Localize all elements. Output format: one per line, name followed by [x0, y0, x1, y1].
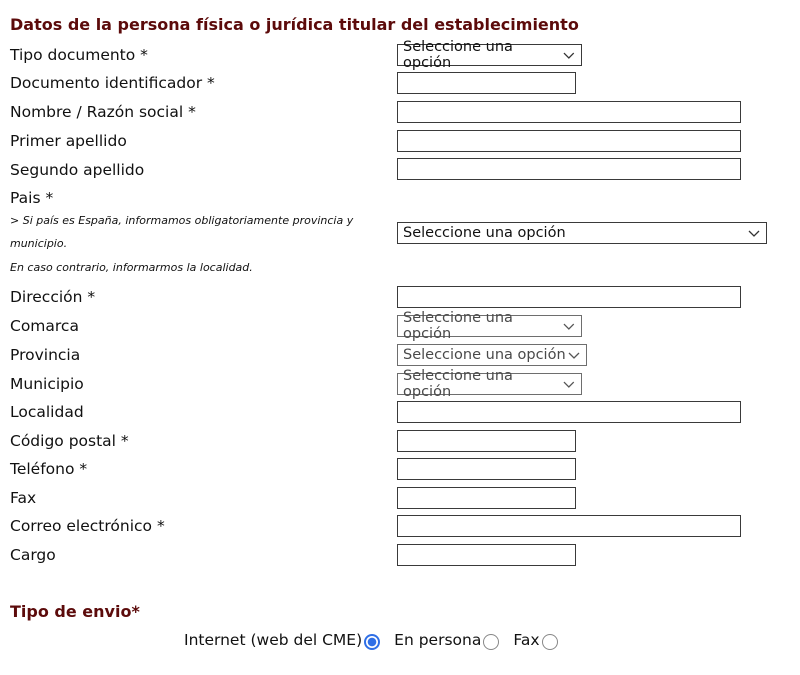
- chevron-down-icon: [567, 350, 581, 360]
- radio-internet[interactable]: [364, 634, 380, 650]
- label-localidad: Localidad: [10, 403, 84, 421]
- radio-label-en-persona: En persona: [394, 631, 482, 649]
- chevron-down-icon: [562, 321, 576, 331]
- comarca-select[interactable]: [397, 310, 582, 342]
- label-comarca: Comarca: [10, 317, 79, 335]
- radio-fax[interactable]: [542, 634, 558, 650]
- primer-apellido-input[interactable]: [397, 130, 741, 152]
- pais-value: Seleccione una opción: [403, 225, 566, 241]
- label-fax: Fax: [10, 489, 37, 507]
- label-municipio: Municipio: [10, 375, 84, 393]
- chevron-down-icon: [562, 50, 576, 60]
- label-pais: Pais *: [10, 189, 54, 207]
- label-tipo-documento: Tipo documento *: [10, 46, 148, 64]
- radio-en-persona[interactable]: [483, 634, 499, 650]
- label-telefono: Teléfono *: [10, 460, 88, 478]
- pais-note-2: municipio.: [10, 237, 68, 250]
- label-cargo: Cargo: [10, 546, 56, 564]
- pais-note-3: En caso contrario, informarmos la localidad.: [10, 261, 253, 274]
- section-titular-title: Datos de la persona física o jurídica titular del establecimiento: [10, 15, 579, 34]
- radio-label-internet: Internet (web del CME): [184, 631, 363, 649]
- tipo-envio-radio-group: [184, 630, 572, 650]
- nombre-razon-social-input[interactable]: [397, 101, 741, 123]
- cargo-input[interactable]: [397, 544, 576, 566]
- label-primer-apellido: Primer apellido: [10, 132, 127, 150]
- fax-input[interactable]: [397, 487, 576, 509]
- label-codigo-postal: Código postal *: [10, 432, 129, 450]
- municipio-value: Seleccione una opción: [403, 368, 513, 400]
- chevron-down-icon: [562, 379, 576, 389]
- localidad-input[interactable]: [397, 401, 741, 423]
- label-provincia: Provincia: [10, 346, 81, 364]
- provincia-select[interactable]: [397, 344, 587, 366]
- section-envio-title: Tipo de envio*: [10, 602, 140, 621]
- codigo-postal-input[interactable]: [397, 430, 576, 452]
- radio-label-fax: Fax: [513, 631, 540, 649]
- correo-electronico-input[interactable]: [397, 515, 741, 537]
- pais-note-1: > Si país es España, informamos obligatoriamente provincia y: [10, 214, 354, 227]
- direccion-input[interactable]: [397, 286, 741, 308]
- telefono-input[interactable]: [397, 458, 576, 480]
- pais-select[interactable]: [397, 222, 767, 244]
- tipo-documento-select[interactable]: [397, 39, 582, 71]
- chevron-down-icon: [747, 228, 761, 238]
- municipio-select[interactable]: [397, 368, 582, 400]
- label-direccion: Dirección *: [10, 288, 96, 306]
- comarca-value: Seleccione una opción: [403, 310, 513, 342]
- label-segundo-apellido: Segundo apellido: [10, 161, 145, 179]
- label-documento-identificador: Documento identificador *: [10, 74, 215, 92]
- segundo-apellido-input[interactable]: [397, 158, 741, 180]
- label-nombre-razon-social: Nombre / Razón social *: [10, 103, 196, 121]
- label-correo-electronico: Correo electrónico *: [10, 517, 165, 535]
- provincia-value: Seleccione una opción: [403, 347, 566, 363]
- documento-identificador-input[interactable]: [397, 72, 576, 94]
- tipo-documento-value: Seleccione una opción: [403, 39, 513, 71]
